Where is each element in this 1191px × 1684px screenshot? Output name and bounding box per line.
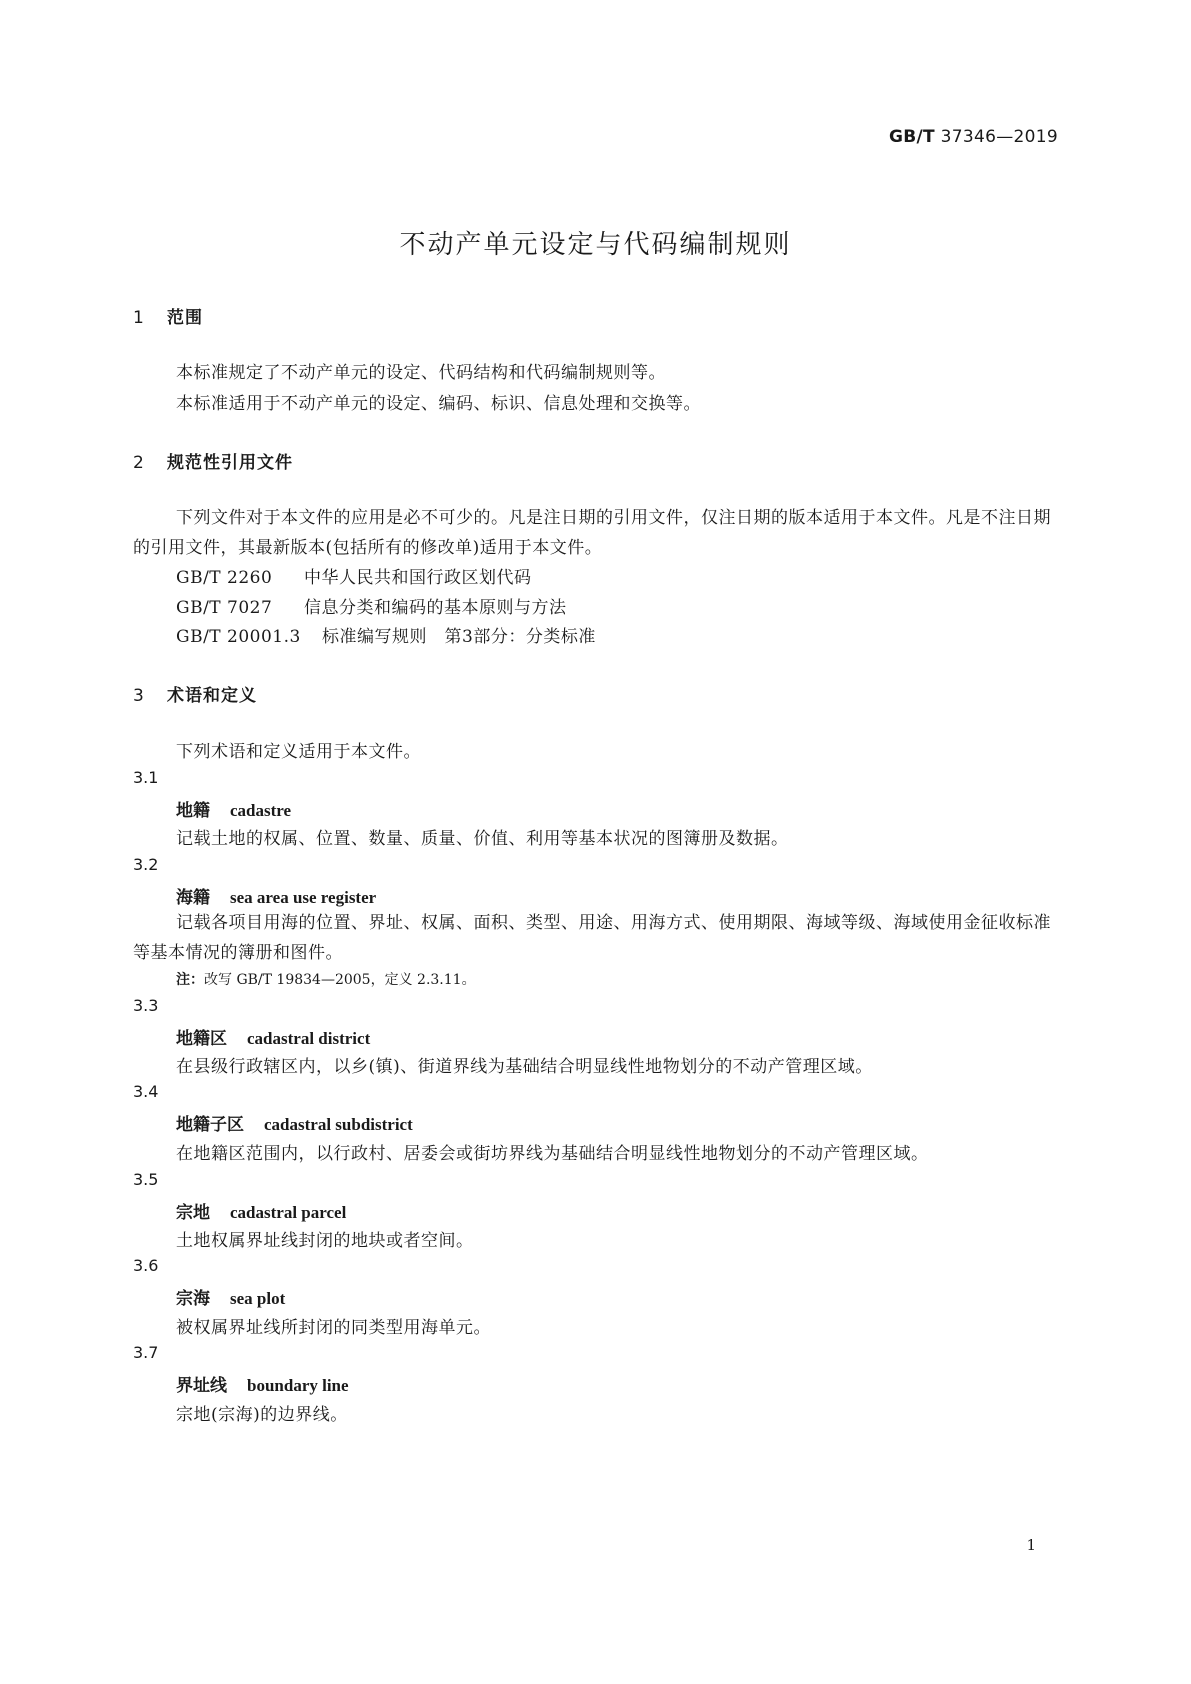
term-heading — [176, 1371, 349, 1396]
term-zh: 地籍 — [176, 801, 210, 821]
term-number: 3.4 — [133, 1082, 159, 1101]
term-heading — [176, 1284, 285, 1309]
term-note — [176, 969, 476, 989]
term-zh: 地籍区 — [176, 1029, 227, 1049]
paragraph: 本标准规定了不动产单元的设定、代码结构和代码编制规则等。 — [176, 363, 666, 383]
term-heading — [176, 1198, 346, 1223]
term-zh: 宗海 — [176, 1289, 210, 1309]
term-definition: 在县级行政辖区内，以乡(镇)、街道界线为基础结合明显线性地物划分的不动产管理区域。 — [176, 1057, 873, 1077]
standard-code-prefix: GB/T — [889, 127, 935, 147]
section-number: 2 — [133, 453, 144, 473]
standard-code — [889, 127, 1058, 147]
standard-code-number: 37346—2019 — [940, 127, 1058, 147]
note-label: 注： — [176, 972, 204, 988]
paragraph: 本标准适用于不动产单元的设定、编码、标识、信息处理和交换等。 — [176, 394, 701, 414]
term-number: 3.3 — [133, 996, 159, 1015]
term-en: sea area use register — [230, 888, 377, 907]
reference-title: 中华人民共和国行政区划代码 — [304, 568, 532, 588]
section-3-heading — [133, 681, 257, 706]
section-1-heading — [133, 303, 203, 328]
section-name: 规范性引用文件 — [167, 453, 293, 473]
term-en: sea plot — [230, 1289, 286, 1308]
term-definition: 记载土地的权属、位置、数量、质量、价值、利用等基本状况的图簿册及数据。 — [176, 829, 789, 849]
section-number: 1 — [133, 308, 144, 328]
term-heading — [176, 883, 376, 908]
term-number: 3.1 — [133, 768, 159, 787]
reference-title: 信息分类和编码的基本原则与方法 — [304, 598, 567, 618]
term-definition: 在地籍区范围内，以行政村、居委会或街坊界线为基础结合明显线性地物划分的不动产管理区域。 — [176, 1144, 929, 1164]
term-en: cadastral district — [247, 1029, 371, 1048]
paragraph: 下列文件对于本文件的应用是必不可少的。凡是注日期的引用文件，仅注日期的版本适用于本文件。凡是不注日期的引用文件，其最新版本(包括所有的修改单)适用于本文件。 — [133, 508, 1051, 558]
term-zh: 界址线 — [176, 1376, 227, 1396]
note-text: 改写 GB/T 19834—2005，定义 2.3.11。 — [204, 972, 476, 988]
term-en: cadastral subdistrict — [264, 1115, 413, 1134]
reference-code: GB/T 20001.3 — [176, 627, 301, 647]
normative-reference — [176, 622, 596, 647]
term-en: boundary line — [247, 1376, 349, 1395]
paragraph: 下列术语和定义适用于本文件。 — [176, 742, 421, 762]
term-definition: 被权属界址线所封闭的同类型用海单元。 — [176, 1318, 491, 1338]
term-zh: 海籍 — [176, 888, 210, 908]
term-heading — [176, 1024, 370, 1049]
page-number: 1 — [1026, 1536, 1036, 1554]
section-name: 术语和定义 — [167, 686, 257, 706]
term-number: 3.7 — [133, 1343, 159, 1362]
section-name: 范围 — [167, 308, 203, 328]
term-definition: 宗地(宗海)的边界线。 — [176, 1405, 348, 1425]
term-en: cadastre — [230, 801, 292, 820]
section-2-heading — [133, 448, 293, 473]
term-definition: 土地权属界址线封闭的地块或者空间。 — [176, 1231, 474, 1251]
term-zh: 地籍子区 — [176, 1115, 244, 1135]
section-number: 3 — [133, 686, 144, 706]
term-en: cadastral parcel — [230, 1203, 347, 1222]
term-number: 3.6 — [133, 1256, 159, 1275]
term-number: 3.2 — [133, 855, 159, 874]
term-definition: 记载各项目用海的位置、界址、权属、面积、类型、用途、用海方式、使用期限、海域等级、海域使用金征收标准等基本情况的簿册和图件。 — [133, 913, 1051, 963]
reference-code: GB/T 2260 — [176, 568, 273, 588]
document-title: 不动产单元设定与代码编制规则 — [399, 230, 792, 260]
reference-title: 标准编写规则 第3部分：分类标准 — [322, 627, 596, 647]
term-zh: 宗地 — [176, 1203, 210, 1223]
reference-code: GB/T 7027 — [176, 598, 273, 618]
normative-reference — [176, 563, 532, 588]
term-heading — [176, 1110, 413, 1135]
term-number: 3.5 — [133, 1170, 159, 1189]
term-heading — [176, 796, 291, 821]
normative-reference — [176, 593, 567, 618]
